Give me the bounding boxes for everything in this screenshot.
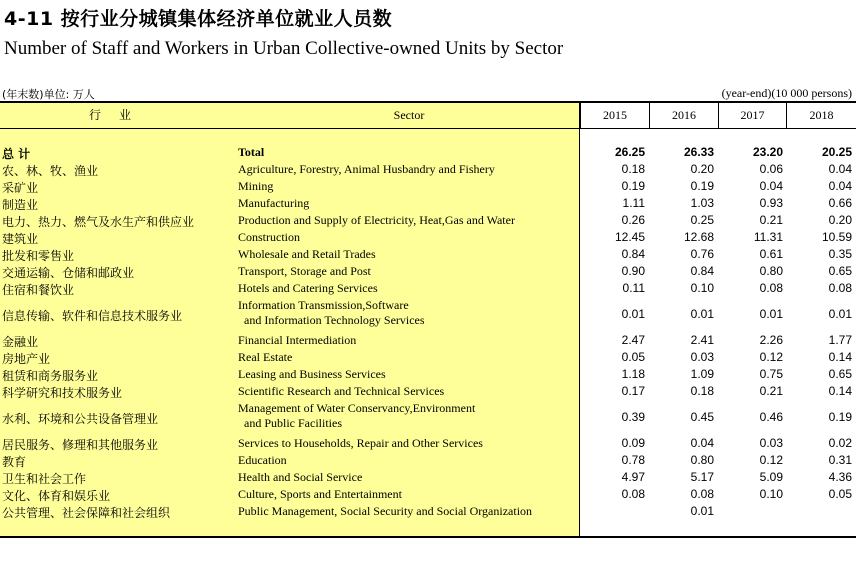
sector-cn: 房地产业: [2, 352, 51, 366]
data-table: [0, 101, 856, 538]
sector-cn: 交通运输、仓储和邮政业: [2, 266, 135, 280]
table-row: [0, 179, 856, 196]
sector-en: [238, 453, 287, 468]
value-cell: 26.25: [614, 145, 645, 159]
value-cell: 0.21: [759, 213, 783, 227]
value-cell: 0.46: [759, 410, 783, 424]
value-cell: 26.33: [683, 145, 714, 159]
value-cell: 0.35: [828, 247, 852, 261]
value-cell: 0.84: [621, 247, 645, 261]
sector-en: [238, 401, 475, 431]
table-row: [0, 247, 856, 264]
table-row: [0, 196, 856, 213]
sector-cn: 电力、热力、燃气及水生产和供应业: [2, 215, 195, 229]
value-cell: 0.04: [759, 179, 783, 193]
sector-cn: 文化、体育和娱乐业: [2, 489, 111, 503]
title-cn: 4-11 按行业分城镇集体经济单位就业人员数: [4, 8, 393, 30]
table-row: [0, 487, 856, 504]
value-cell: 5.17: [690, 470, 714, 484]
sector-en-line1: Hotels and Catering Services: [238, 281, 378, 295]
value-cell: 0.05: [828, 487, 852, 501]
sector-cn: 建筑业: [2, 232, 39, 246]
sector-cn: 信息传输、软件和信息技术服务业: [2, 309, 183, 323]
sector-en: [238, 264, 371, 279]
table-row: [0, 281, 856, 298]
sector-cn: 卫生和社会工作: [2, 472, 87, 486]
value-cell: 0.75: [759, 367, 783, 381]
sector-cn: 教育: [2, 455, 27, 469]
sector-en: [238, 281, 378, 296]
sector-en-line1: Information Transmission,Software: [238, 298, 409, 312]
value-cell: 1.09: [690, 367, 714, 381]
value-cell: 0.12: [759, 350, 783, 364]
sector-en-line1: Mining: [238, 179, 274, 193]
sector-en-line1: Agriculture, Forestry, Animal Husbandry and Fishery: [238, 162, 495, 176]
sector-en: [238, 213, 515, 228]
value-cell: 10.59: [821, 230, 852, 244]
table-row: [0, 470, 856, 487]
sector-cn: 农、林、牧、渔业: [2, 164, 99, 178]
sector-en: [238, 350, 292, 365]
value-cell: 0.26: [621, 213, 645, 227]
value-cell: 0.04: [690, 436, 714, 450]
sector-en: [238, 333, 356, 348]
value-cell: 0.03: [690, 350, 714, 364]
value-cell: 0.08: [621, 487, 645, 501]
table-row: [0, 504, 856, 521]
value-cell: 0.66: [828, 196, 852, 210]
unit-label-cn: (年末数)单位: 万人: [2, 88, 95, 101]
title-en: Number of Staff and Workers in Urban Collective-owned Units by Sector: [4, 38, 564, 59]
value-cell: 0.10: [690, 281, 714, 295]
value-cell: 1.77: [828, 333, 852, 347]
value-cell: 0.05: [621, 350, 645, 364]
sector-en-line1: Leasing and Business Services: [238, 367, 386, 381]
value-cell: 0.93: [759, 196, 783, 210]
sector-en-line1: Financial Intermediation: [238, 333, 357, 347]
sector-en-line1: Total: [238, 145, 265, 159]
value-cell: 0.02: [828, 436, 852, 450]
sector-en-line1: Culture, Sports and Entertainment: [238, 487, 402, 501]
value-cell: 0.18: [621, 162, 645, 176]
value-cell: 0.84: [690, 264, 714, 278]
value-cell: 0.18: [690, 384, 714, 398]
value-cell: 0.45: [690, 410, 714, 424]
sector-en-line1: Services to Households, Repair and Other Services: [238, 436, 483, 450]
value-cell: 0.19: [690, 179, 714, 193]
value-cell: 0.10: [759, 487, 783, 501]
table-header: [0, 103, 856, 129]
value-cell: 0.01: [759, 307, 783, 321]
table-row: [0, 401, 856, 436]
sector-en: [238, 162, 495, 177]
table-row: [0, 350, 856, 367]
value-cell: 4.97: [621, 470, 645, 484]
value-cell: 0.31: [828, 453, 852, 467]
value-cell: 20.25: [821, 145, 852, 159]
value-cell: 1.11: [622, 196, 645, 210]
value-cell: 0.17: [621, 384, 645, 398]
sector-en-line2: and Public Facilities: [244, 416, 342, 430]
value-cell: 0.09: [621, 436, 645, 450]
value-cell: 0.19: [621, 179, 645, 193]
header-year-2018: 2018: [786, 103, 856, 128]
table-row: [0, 367, 856, 384]
value-cell: 0.12: [759, 453, 783, 467]
value-cell: 0.01: [690, 307, 714, 321]
sector-en-line1: Public Management, Social Security and Social Organization: [238, 504, 533, 518]
header-year-2017: 2017: [718, 103, 786, 128]
header-sector-en: Sector: [393, 108, 425, 122]
value-cell: 4.36: [828, 470, 852, 484]
sector-en-line1: Scientific Research and Technical Services: [238, 384, 445, 398]
sector-cn: 总 计: [2, 147, 31, 161]
value-cell: 0.01: [828, 307, 852, 321]
value-cell: 0.14: [828, 384, 852, 398]
table-row: [0, 298, 856, 333]
sector-en-line1: Production and Supply of Electricity, Heat,Gas and Water: [238, 213, 515, 227]
value-cell: 0.20: [690, 162, 714, 176]
sector-en-line1: Manufacturing: [238, 196, 310, 210]
value-cell: 12.45: [614, 230, 645, 244]
sector-cn: 水利、环境和公共设备管理业: [2, 412, 159, 426]
table-row: [0, 230, 856, 247]
value-cell: 0.39: [621, 410, 645, 424]
value-cell: 0.14: [828, 350, 852, 364]
sector-en-line1: Transport, Storage and Post: [238, 264, 371, 278]
sector-en: [238, 367, 386, 382]
sector-cn: 住宿和餐饮业: [2, 283, 75, 297]
value-cell: 0.19: [828, 410, 852, 424]
value-cell: 0.90: [621, 264, 645, 278]
value-cell: 23.20: [752, 145, 783, 159]
sector-en: [238, 179, 273, 194]
sector-en-line1: Health and Social Service: [238, 470, 363, 484]
value-cell: 0.25: [690, 213, 714, 227]
sector-cn: 批发和零售业: [2, 249, 75, 263]
value-cell: 0.11: [622, 281, 645, 295]
value-cell: 5.09: [759, 470, 783, 484]
value-cell: 0.65: [828, 264, 852, 278]
table-row: [0, 384, 856, 401]
sector-en: [238, 504, 532, 519]
table-row: [0, 162, 856, 179]
table-row: [0, 213, 856, 230]
sector-en: [238, 247, 376, 262]
sector-en: [238, 298, 425, 328]
table-row: [0, 264, 856, 281]
sector-en-line1: Management of Water Conservancy,Environment: [238, 401, 476, 415]
sector-en-line1: Wholesale and Retail Trades: [238, 247, 376, 261]
value-cell: 0.04: [828, 162, 852, 176]
value-cell: 0.08: [690, 487, 714, 501]
value-cell: 0.01: [621, 307, 645, 321]
value-cell: 0.80: [759, 264, 783, 278]
table-row: [0, 436, 856, 453]
sector-cn: 居民服务、修理和其他服务业: [2, 438, 159, 452]
sector-en-line2: and Information Technology Services: [244, 313, 425, 327]
value-cell: 0.78: [621, 453, 645, 467]
sector-cn: 金融业: [2, 335, 39, 349]
sector-en: [238, 384, 444, 399]
value-cell: 0.61: [759, 247, 783, 261]
value-cell: 0.04: [828, 179, 852, 193]
value-cell: 0.80: [690, 453, 714, 467]
table-row: [0, 145, 856, 162]
sector-en-line1: Real Estate: [238, 350, 293, 364]
value-cell: 0.06: [759, 162, 783, 176]
value-cell: 0.03: [759, 436, 783, 450]
sector-en: [238, 196, 309, 211]
value-cell: 2.26: [759, 333, 783, 347]
header-year-2016: 2016: [649, 103, 718, 128]
sector-en: [238, 230, 300, 245]
value-cell: 2.41: [690, 333, 714, 347]
sector-cn: 采矿业: [2, 181, 39, 195]
sector-cn: 公共管理、社会保障和社会组织: [2, 506, 171, 520]
value-cell: 0.08: [759, 281, 783, 295]
sector-en: [238, 470, 362, 485]
sector-en: [238, 487, 402, 502]
sector-cn: 科学研究和技术服务业: [2, 386, 123, 400]
value-cell: 0.20: [828, 213, 852, 227]
table-row: [0, 453, 856, 470]
sector-en: [238, 436, 483, 451]
value-cell: 0.21: [759, 384, 783, 398]
unit-label-en: (year-end)(10 000 persons): [721, 86, 852, 100]
sector-cn: 租赁和商务服务业: [2, 369, 99, 383]
value-cell: 0.76: [690, 247, 714, 261]
value-cell: 1.03: [690, 196, 714, 210]
value-cell: 2.47: [621, 333, 645, 347]
value-cell: 11.31: [753, 230, 783, 244]
value-cell: 12.68: [683, 230, 714, 244]
sector-en-line1: Education: [238, 453, 287, 467]
value-cell: 0.08: [828, 281, 852, 295]
value-cell: 1.18: [621, 367, 645, 381]
value-cell: 0.65: [828, 367, 852, 381]
value-cell: 0.01: [690, 504, 714, 518]
sector-cn: 制造业: [2, 198, 39, 212]
header-year-2015: 2015: [580, 103, 649, 128]
header-sector-cn: 行业: [88, 108, 149, 122]
table-row: [0, 333, 856, 350]
sector-en-line1: Construction: [238, 230, 300, 244]
sector-en: [238, 145, 264, 160]
